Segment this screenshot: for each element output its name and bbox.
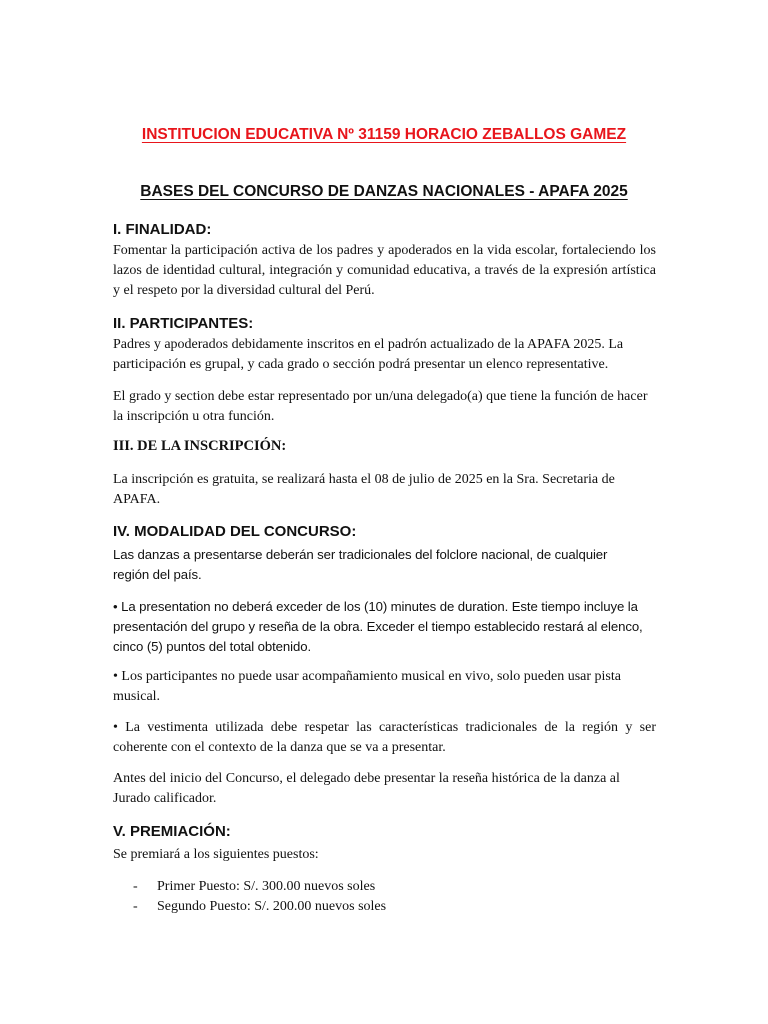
document-title: BASES DEL CONCURSO DE DANZAS NACIONALES - APAFA 2025 <box>140 183 628 200</box>
modalidad-intro-line-2: región del país. <box>113 567 202 582</box>
section-heading-modalidad: IV. MODALIDAD DEL CONCURSO: <box>113 523 357 540</box>
modalidad-bullet-2: • Los participantes no puede usar acompañamiento musical en vivo, solo pueden usar pista musical. <box>113 669 621 704</box>
prize-item-first <box>133 877 375 897</box>
inscripcion-text: La inscripción es gratuita, se realizará hasta el 08 de julio de 2025 en la Sra. Secretaria de APAFA. <box>113 472 615 507</box>
prize-item-second <box>133 897 386 917</box>
prize-text: Primer Puesto: S/. 300.00 nuevos soles <box>157 879 376 894</box>
school-title: INSTITUCION EDUCATIVA Nº 31159 HORACIO ZEBALLOS GAMEZ <box>141 126 627 143</box>
modalidad-intro-line-1: Las danzas a presentarse deberán ser tradicionales del folclore nacional, de cualquier <box>113 547 608 562</box>
participantes-paragraph-2: El grado y section debe estar representado por un/una delegado(a) que tiene la función de hacer la inscripción u otra función. <box>113 389 648 424</box>
modalidad-closing: Antes del inicio del Concurso, el delegado debe presentar la reseña histórica de la danza al Jurado calificador. <box>113 771 620 806</box>
section-heading-finalidad: I. FINALIDAD: <box>113 221 212 238</box>
section-heading-participantes: II. PARTICIPANTES: <box>113 315 254 332</box>
section-heading-inscripcion: III. DE LA INSCRIPCIÓN: <box>113 438 287 454</box>
prize-text: Segundo Puesto: S/. 200.00 nuevos soles <box>157 899 387 914</box>
list-dash: - <box>133 899 138 914</box>
premiacion-intro: Se premiará a los siguientes puestos: <box>113 847 319 862</box>
finalidad-text: Fomentar la participación activa de los padres y apoderados en la vida escolar, fortaleciendo los lazos de identidad cultural, integración y comunidad educativa, a través de la expresión artística y el respeto por la diversidad cultural del Perú. <box>113 243 656 298</box>
modalidad-bullet-3: • La vestimenta utilizada debe respetar las características tradicionales de la región y ser coherente con el contexto de la danza que se va a presentar. <box>113 720 656 755</box>
participantes-paragraph-1: Padres y apoderados debidamente inscritos en el padrón actualizado de la APAFA 2025. La participación es grupal, y cada grado o sección podrá presentar un elenco representative. <box>113 337 624 372</box>
list-dash: - <box>133 879 138 894</box>
section-heading-premiacion: V. PREMIACIÓN: <box>113 823 231 840</box>
modalidad-bullet-1: • La presentation no deberá exceder de los (10) minutes de duration. Este tiempo incluye la presentación del grupo y reseña de la obra. Exceder el tiempo establecido restará al elenco, cinco (5) puntos del total obtenido. <box>113 599 643 654</box>
